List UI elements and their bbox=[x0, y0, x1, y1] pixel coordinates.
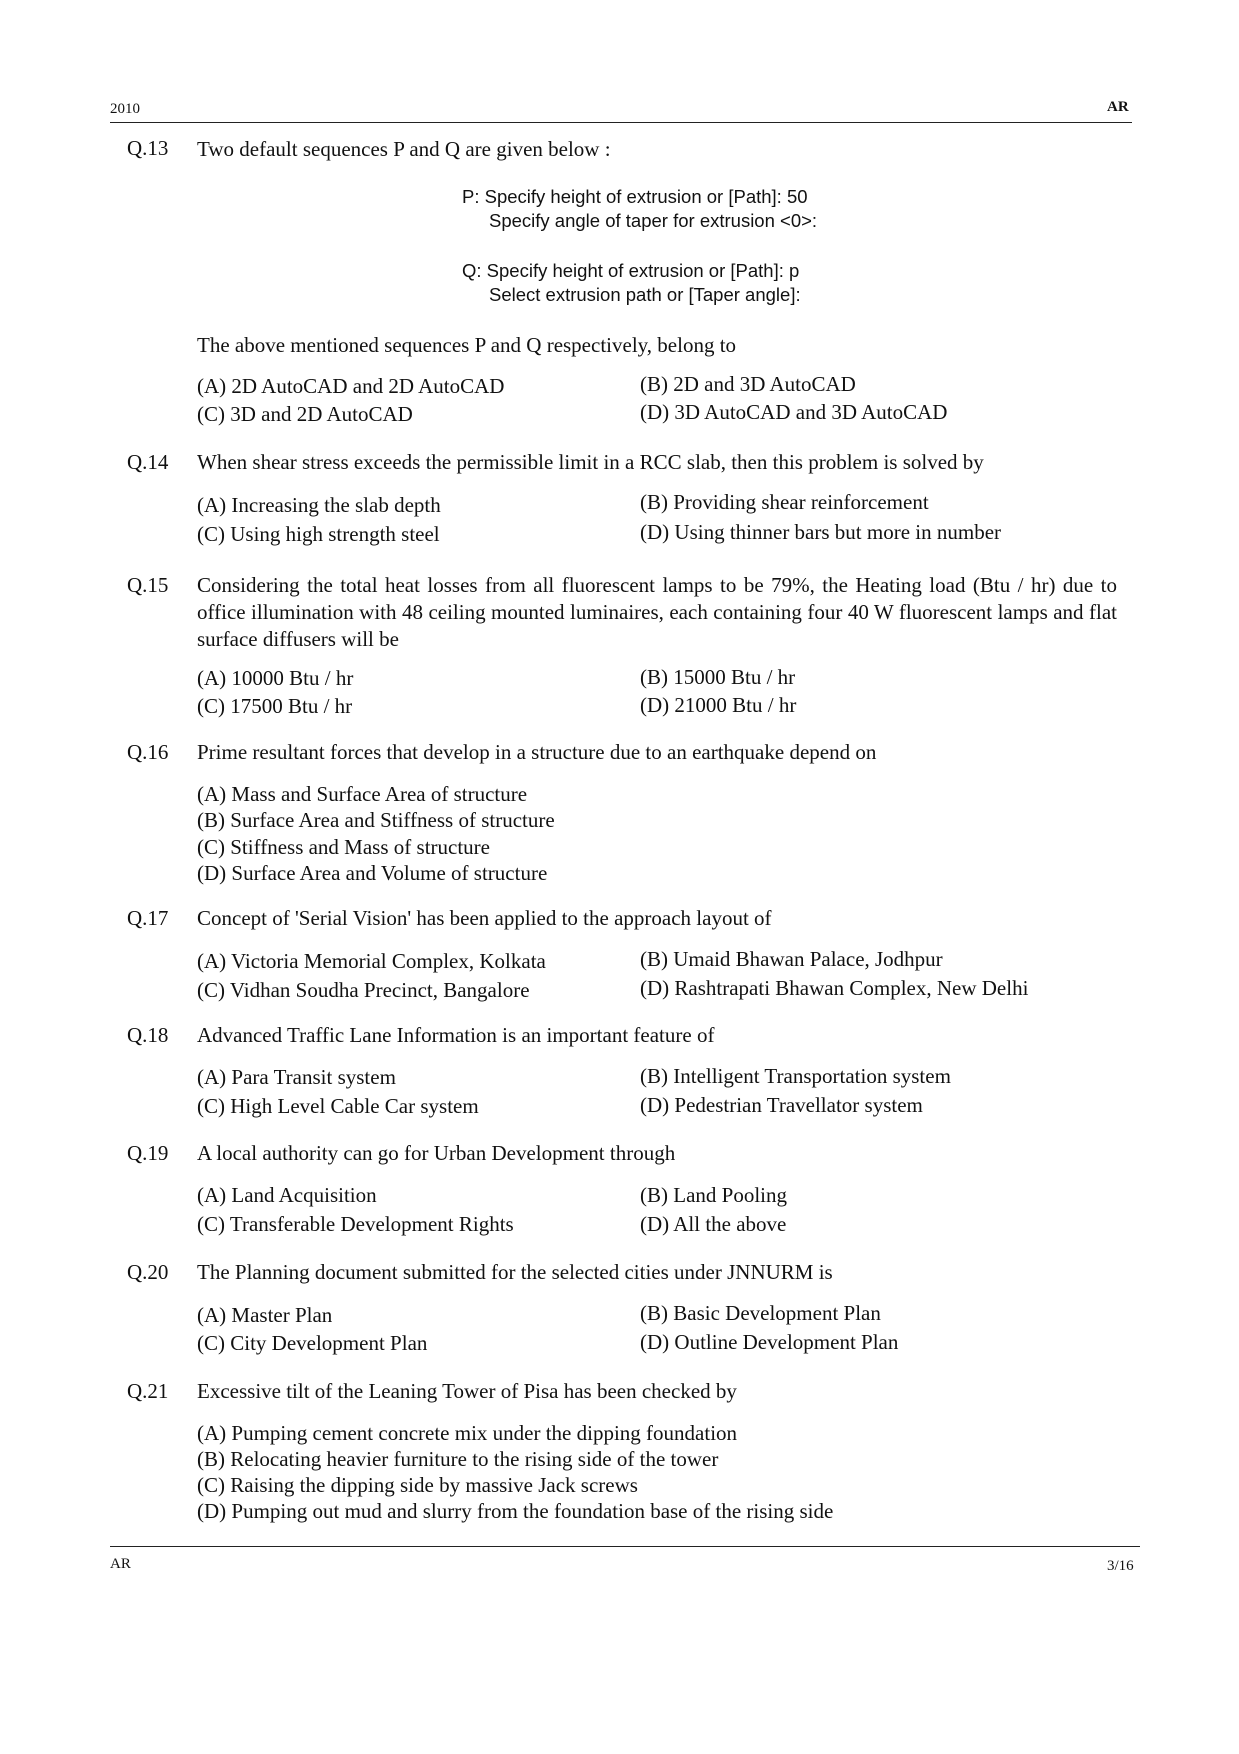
sequence-p-line2: Specify angle of taper for extrusion <0>: bbox=[489, 210, 818, 231]
option-a[interactable]: (A) Master Plan bbox=[197, 1303, 333, 1327]
question-number: Q.14 bbox=[127, 450, 169, 474]
question-text: Two default sequences P and Q are given below : bbox=[197, 137, 611, 161]
option-b[interactable]: (B) Land Pooling bbox=[640, 1183, 787, 1207]
question-text: The Planning document submitted for the selected cities under JNNURM is bbox=[197, 1260, 833, 1284]
footer-rule bbox=[110, 1546, 1140, 1547]
option-c[interactable]: (C) High Level Cable Car system bbox=[197, 1094, 479, 1118]
option-a[interactable]: (A) Mass and Surface Area of structure bbox=[197, 782, 528, 806]
option-d[interactable]: (D) Rashtrapati Bhawan Complex, New Delhi bbox=[640, 976, 1029, 1000]
option-d[interactable]: (D) Pumping out mud and slurry from the foundation base of the rising side bbox=[197, 1499, 834, 1523]
option-b[interactable]: (B) Basic Development Plan bbox=[640, 1301, 881, 1325]
option-c[interactable]: (C) 17500 Btu / hr bbox=[197, 694, 353, 718]
option-a[interactable]: (A) Victoria Memorial Complex, Kolkata bbox=[197, 949, 546, 973]
question-number: Q.20 bbox=[127, 1260, 169, 1284]
option-b[interactable]: (B) Intelligent Transportation system bbox=[640, 1064, 951, 1088]
option-b[interactable]: (B) 15000 Btu / hr bbox=[640, 665, 796, 689]
header-year: 2010 bbox=[110, 101, 140, 117]
question-number: Q.21 bbox=[127, 1379, 169, 1403]
footer-code: AR bbox=[110, 1556, 131, 1572]
option-c[interactable]: (C) 3D and 2D AutoCAD bbox=[197, 402, 413, 426]
sequence-q-line1: Q: Specify height of extrusion or [Path]: p bbox=[462, 260, 800, 281]
option-d[interactable]: (D) 21000 Btu / hr bbox=[640, 693, 797, 717]
header-code: AR bbox=[1107, 99, 1129, 115]
question-number: Q.19 bbox=[127, 1141, 169, 1165]
page-number: 3/16 bbox=[1107, 1558, 1134, 1574]
option-a[interactable]: (A) Increasing the slab depth bbox=[197, 493, 441, 517]
sequence-q-line2: Select extrusion path or [Taper angle]: bbox=[489, 284, 801, 305]
question-text: Advanced Traffic Lane Information is an important feature of bbox=[197, 1023, 715, 1047]
header-rule bbox=[110, 122, 1132, 123]
option-c[interactable]: (C) Vidhan Soudha Precinct, Bangalore bbox=[197, 978, 530, 1002]
question-text: Concept of 'Serial Vision' has been applied to the approach layout of bbox=[197, 906, 772, 930]
question-text: When shear stress exceeds the permissible limit in a RCC slab, then this problem is solved by bbox=[197, 450, 984, 474]
option-a[interactable]: (A) Land Acquisition bbox=[197, 1183, 377, 1207]
option-a[interactable]: (A) 10000 Btu / hr bbox=[197, 666, 354, 690]
question-stem: The above mentioned sequences P and Q respectively, belong to bbox=[197, 333, 737, 357]
question-text: Excessive tilt of the Leaning Tower of Pisa has been checked by bbox=[197, 1379, 737, 1403]
option-c[interactable]: (C) Raising the dipping side by massive Jack screws bbox=[197, 1473, 638, 1497]
question-number: Q.18 bbox=[127, 1023, 169, 1047]
option-c[interactable]: (C) Using high strength steel bbox=[197, 522, 440, 546]
option-a[interactable]: (A) Pumping cement concrete mix under the dipping foundation bbox=[197, 1421, 738, 1445]
option-d[interactable]: (D) Using thinner bars but more in number bbox=[640, 520, 1002, 544]
question-text: Considering the total heat losses from all fluorescent lamps to be 79%, the Heating load (Btu / hr) due to office illumination with 48 ceiling mounted luminaires, each containing four 40 W fluorescent lamps and flat surface diffusers will be bbox=[197, 573, 1117, 651]
question-number: Q.13 bbox=[127, 136, 169, 160]
question-number: Q.15 bbox=[127, 573, 169, 597]
option-d[interactable]: (D) 3D AutoCAD and 3D AutoCAD bbox=[640, 400, 948, 424]
option-d[interactable]: (D) Outline Development Plan bbox=[640, 1330, 899, 1354]
option-d[interactable]: (D) Surface Area and Volume of structure bbox=[197, 861, 548, 885]
option-c[interactable]: (C) Transferable Development Rights bbox=[197, 1212, 514, 1236]
option-b[interactable]: (B) Relocating heavier furniture to the rising side of the tower bbox=[197, 1447, 719, 1471]
option-d[interactable]: (D) Pedestrian Travellator system bbox=[640, 1093, 923, 1117]
option-a[interactable]: (A) Para Transit system bbox=[197, 1065, 396, 1089]
question-number: Q.16 bbox=[127, 740, 169, 764]
question-number: Q.17 bbox=[127, 906, 169, 930]
option-b[interactable]: (B) Umaid Bhawan Palace, Jodhpur bbox=[640, 947, 943, 971]
question-text: A local authority can go for Urban Development through bbox=[197, 1141, 676, 1165]
option-b[interactable]: (B) 2D and 3D AutoCAD bbox=[640, 372, 856, 396]
option-d[interactable]: (D) All the above bbox=[640, 1212, 787, 1236]
option-c[interactable]: (C) Stiffness and Mass of structure bbox=[197, 835, 490, 859]
option-b[interactable]: (B) Surface Area and Stiffness of structure bbox=[197, 808, 555, 832]
option-b[interactable]: (B) Providing shear reinforcement bbox=[640, 490, 929, 514]
option-a[interactable]: (A) 2D AutoCAD and 2D AutoCAD bbox=[197, 374, 505, 398]
question-text: Prime resultant forces that develop in a structure due to an earthquake depend on bbox=[197, 740, 877, 764]
sequence-p-line1: P: Specify height of extrusion or [Path]: 50 bbox=[462, 186, 808, 207]
option-c[interactable]: (C) City Development Plan bbox=[197, 1331, 428, 1355]
